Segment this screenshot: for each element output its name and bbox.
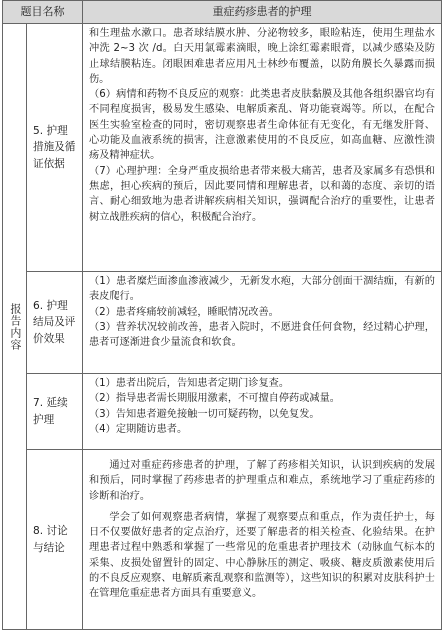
report-sheet [2, 0, 442, 633]
content-paragraph: 和生理盐水漱口。患者球结膜水肿、分泌物较多，眼睑粘连，使用生理盐水冲洗 2~3 次 /d。白天用氯霉素滴眼，晚上涂红霉素眼膏，以减少感染及防止球结膜粘连。闭眼困难患者应用凡士林纱布覆盖，以防角膜长久暴露而损伤。 [89, 28, 435, 85]
section-label-text: 报告内容 [8, 302, 22, 351]
category-cell: 6. 护理结局及评价效果 [27, 272, 83, 374]
report-table [2, 0, 442, 630]
category-cell: 8. 讨论与结论 [27, 450, 83, 630]
table-row [3, 374, 442, 450]
content-paragraph: （1）患者出院后，告知患者定期门诊复查。 [89, 378, 290, 389]
content-paragraph: 学会了如何观察患者病情，掌握了观察要点和重点，作为责任护士，每日不仅要做好患者的定点治疗，还要了解患者的相关检查、化验结果。在护理患者过程中熟悉和掌握了一些常见的危重患者护理技术（动脉血气标本的采集、皮损处留置针的固定、中心静脉压的测定、吸痰、糖皮质激素使用后的不良反应观察、电解质紊乱观察和监测等），这些知识的积累对皮肤科护士在管理危重症患者方面具有重要意义。 [89, 511, 435, 600]
content-paragraph: （3）营养状况较前改善，患者入院时，不愿进食任何食物，经过精心护理，患者可逐渐进食少量流食和软食。 [89, 321, 435, 349]
content-cell [83, 374, 442, 450]
section-label [3, 24, 27, 630]
content-paragraph: （7）心理护理：全身严重皮损给患者带来极大痛苦，患者及家属多有恐惧和焦虑，担心疾病的预后，因此要同情和理解患者，以和蔼的态度、亲切的语言、耐心细致地为患者讲解疾病相关知识，强调配合治疗的重要性，让患者树立战胜疾病的信心，积极配合治疗。 [89, 165, 435, 223]
content-cell [83, 272, 442, 374]
content-paragraph: （1）患者糜烂面渗血渗液减少，无新发水疱，大部分创面干涸结痂，有新的表皮爬行。 [89, 276, 435, 303]
content-header: 重症药疹患者的护理 [83, 1, 442, 24]
table-row [3, 272, 442, 374]
content-cell [83, 24, 442, 272]
category-cell: 5. 护理措施及循证依据 [27, 24, 83, 272]
content-paragraph: 通过对重症药疹患者的护理，了解了药疹相关知识，认识到疾病的发展和预后，同时掌握了药疹患者的护理重点和难点，系统地学习了重症药疹的诊断和治疗。 [89, 460, 435, 502]
content-cell [83, 450, 442, 630]
content-paragraph: （3）告知患者避免接触一切可疑药物，以免复发。 [89, 408, 320, 420]
table-row [3, 450, 442, 630]
content-paragraph: （6）病情和药物不良反应的观察：此类患者皮肤黏膜及其他各组织器官均有不同程度损害，极易发生感染、电解质紊乱、肾功能衰竭等。所以，在配合医生实验室检查的同时，密切观察患者生命体征有无变化，有无继发肝肾、心功能及血液系统的损害，注意激素使用的不良反应，如高血糖、应激性溃疡及精神症状。 [89, 89, 435, 162]
content-paragraph: （2）患者疼痛较前减轻，睡眠情况改善。 [89, 306, 279, 318]
content-paragraph: （2）指导患者需长期服用激素，不可擅自停药或减量。 [89, 393, 340, 405]
header-row [3, 1, 442, 24]
table-row [3, 24, 442, 272]
category-cell: 7. 延续护理 [27, 374, 83, 450]
topic-header: 题目名称 [3, 1, 83, 24]
content-paragraph: （4）定期随访患者。 [89, 423, 188, 435]
